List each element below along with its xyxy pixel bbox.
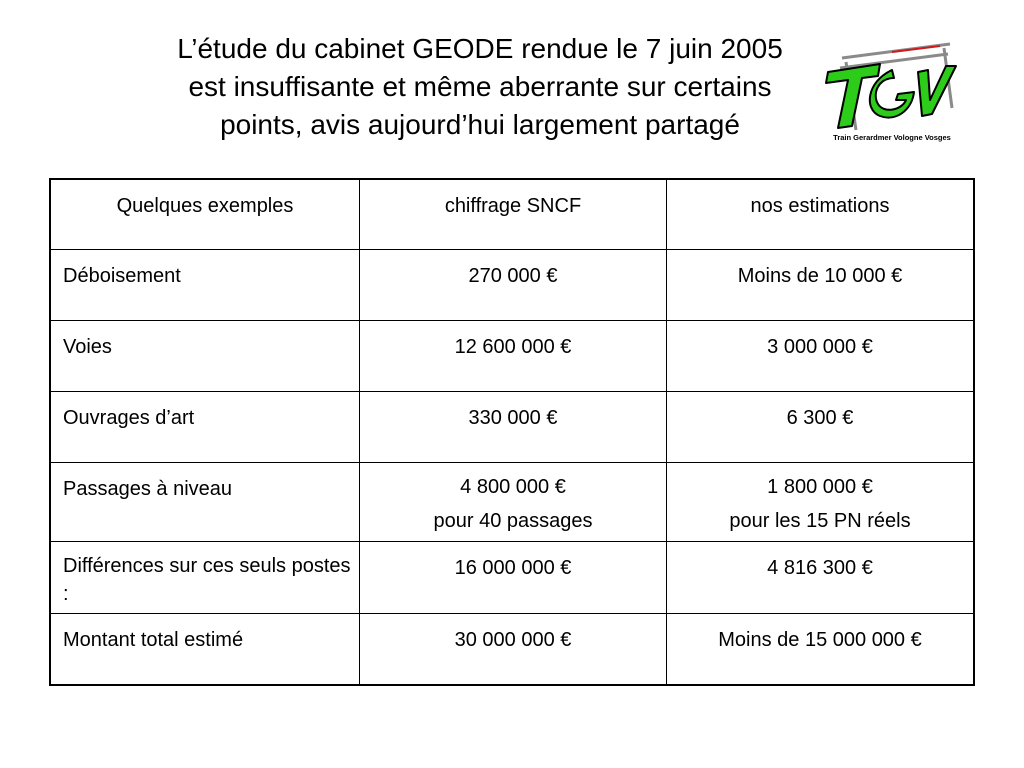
slide-title xyxy=(40,30,920,144)
table-row xyxy=(50,320,974,391)
row-estimate-value: 4 816 300 € xyxy=(667,541,975,613)
table-row xyxy=(50,613,974,685)
row-estimate-value: 3 000 000 € xyxy=(667,320,975,391)
title-line-3: points, avis aujourd’hui largement partagé xyxy=(220,109,740,140)
row-sncf-value: 330 000 € xyxy=(360,391,667,462)
header-sncf: chiffrage SNCF xyxy=(360,179,667,249)
header-estimates: nos estimations xyxy=(667,179,975,249)
row-label: Voies xyxy=(50,320,360,391)
header-examples: Quelques exemples xyxy=(50,179,360,249)
row-label: Passages à niveau xyxy=(50,462,360,541)
row-sncf-value: 4 800 000 € xyxy=(460,475,566,498)
table-header-row xyxy=(50,179,974,249)
row-sncf-value: 30 000 000 € xyxy=(360,613,667,685)
tgv-logo-graphic xyxy=(822,38,962,148)
row-estimate-note: pour les 15 PN réels xyxy=(729,509,911,532)
title-line-1: L’étude du cabinet GEODE rendue le 7 juin 2005 xyxy=(177,33,783,64)
row-sncf-value: 16 000 000 € xyxy=(360,541,667,613)
row-sncf-value: 12 600 000 € xyxy=(360,320,667,391)
tgv-logo xyxy=(822,38,962,148)
row-estimate-value: 6 300 € xyxy=(667,391,975,462)
row-estimate-value: 1 800 000 € xyxy=(767,475,873,498)
table-row xyxy=(50,541,974,613)
row-label: Déboisement xyxy=(50,249,360,320)
comparison-table xyxy=(49,178,975,686)
row-estimate-value: Moins de 15 000 000 € xyxy=(667,613,975,685)
title-line-2: est insuffisante et même aberrante sur certains xyxy=(188,71,772,102)
row-estimate-cell xyxy=(667,462,975,541)
logo-letters xyxy=(826,64,956,128)
row-sncf-cell xyxy=(360,462,667,541)
row-label: Montant total estimé xyxy=(50,613,360,685)
table-row xyxy=(50,249,974,320)
row-sncf-value: 270 000 € xyxy=(360,249,667,320)
row-label: Différences sur ces seuls postes : xyxy=(50,541,360,613)
row-label: Ouvrages d’art xyxy=(50,391,360,462)
logo-caption: Train Gerardmer Vologne Vosges xyxy=(833,133,951,142)
table-row xyxy=(50,391,974,462)
table-row xyxy=(50,462,974,541)
row-estimate-value: Moins de 10 000 € xyxy=(667,249,975,320)
row-sncf-note: pour 40 passages xyxy=(433,509,593,532)
